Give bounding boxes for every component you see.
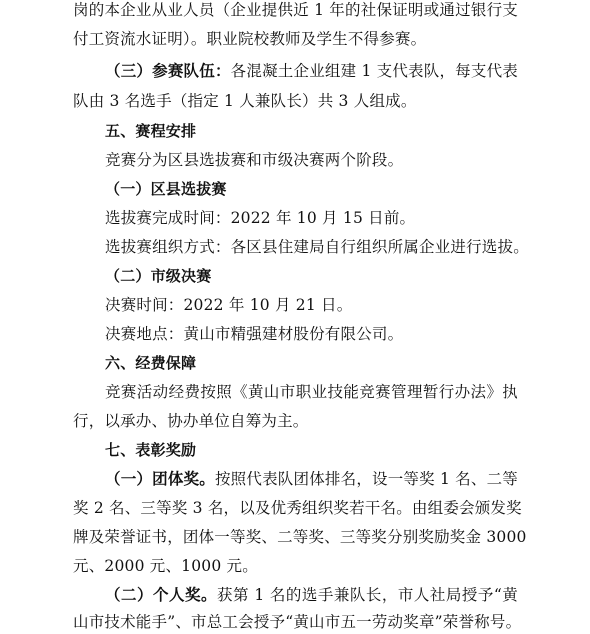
paragraph-line: 奖 2 名、三等奖 3 名，以及优秀组织奖若干名。由组委会颁发奖 [73,499,522,517]
section-3-participants-line [105,59,518,83]
paragraph-line: 选拔赛完成时间：2022 年 10 月 15 日前。 [105,209,416,227]
individual-award-line [105,583,518,607]
heading-awards: 七、表彰奖励 [105,441,197,459]
paragraph-line: 决赛时间：2022 年 10 月 21 日。 [105,296,353,314]
team-award-label: （一）团体奖。 [105,469,215,488]
paragraph-line: 决赛地点：黄山市精强建材股份有限公司。 [105,325,404,343]
individual-award-label: （二）个人奖。 [105,585,217,604]
section-3-text: 各混凝土企业组建 1 支代表队，每支代表 [230,62,518,80]
team-award-line [105,467,518,491]
team-award-text: 按照代表队团体排名，设一等奖 1 名、二等 [214,470,518,488]
paragraph-line: 岗的本企业从业人员（企业提供近 1 年的社保证明或通过银行支 [73,1,518,19]
section-3-label: （三）参赛队伍： [105,61,231,80]
paragraph-line: 牌及荣誉证书，团体一等奖、二等奖、三等奖分别奖励奖金 3000 [73,528,527,546]
paragraph-line: 选拔赛组织方式：各区县住建局自行组织所属企业进行选拔。 [105,238,529,256]
heading-schedule: 五、赛程安排 [105,122,197,140]
paragraph-line: 队由 3 名选手（指定 1 人兼队长）共 3 人组成。 [73,92,417,110]
heading-funding: 六、经费保障 [105,354,197,372]
individual-award-text: 获第 1 名的选手兼队长，市人社局授予“黄 [217,586,519,604]
paragraph-line: 元、2000 元、1000 元。 [73,557,258,575]
paragraph-line: 付工资流水证明）。职业院校教师及学生不得参赛。 [73,30,427,48]
paragraph-line: 竞赛分为区县选拔赛和市级决赛两个阶段。 [105,151,404,169]
paragraph-line: 行，以承办、协办单位自筹为主。 [73,412,309,430]
subheading-district-selection: （一）区县选拔赛 [105,180,227,198]
subheading-city-final: （二）市级决赛 [105,267,212,285]
paragraph-line: 山市技术能手”、市总工会授予“黄山市五一劳动奖章”荣誉称号。 [73,613,522,631]
paragraph-line: 竞赛活动经费按照《黄山市职业技能竞赛管理暂行办法》执 [105,383,518,401]
